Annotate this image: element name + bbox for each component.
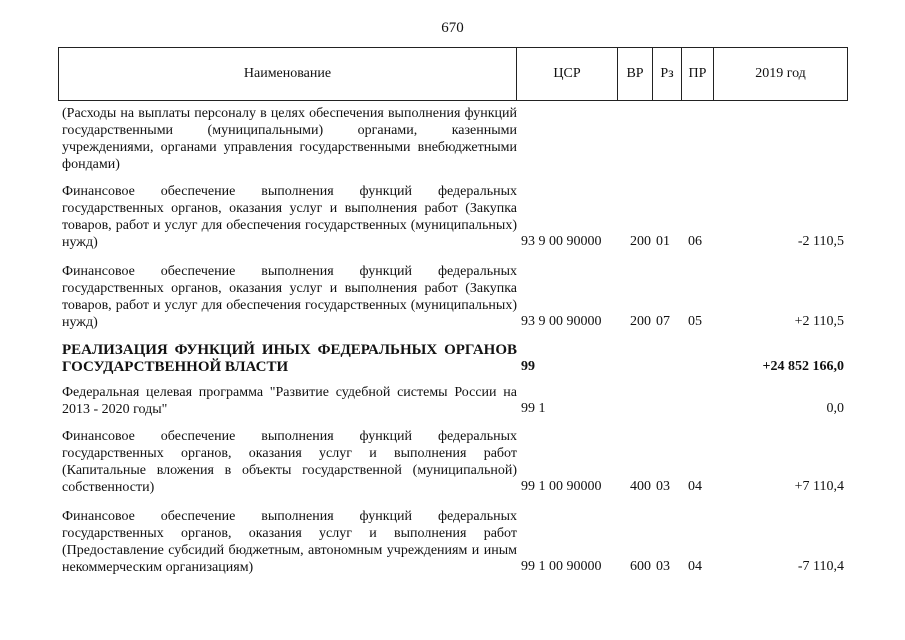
row-pr: 04 bbox=[688, 559, 702, 574]
row-name: Финансовое обеспечение выполнения функций федеральных государственных органов, оказания услуг и выполнения работ (Закупка товаров, работ и услуг для обеспечения государственных (муниципальных) нужд) bbox=[62, 264, 517, 330]
row-csr: 99 1 bbox=[521, 401, 546, 416]
header-vr: ВР bbox=[618, 48, 653, 100]
row-amount: +24 852 166,0 bbox=[762, 359, 844, 374]
row-pr: 04 bbox=[688, 479, 702, 494]
row-name: Финансовое обеспечение выполнения функций федеральных государственных органов, оказания услуг и выполнения работ (Закупка товаров, работ и услуг для обеспечения государственных (муниципальных) нужд) bbox=[62, 184, 517, 250]
row-amount: +7 110,4 bbox=[794, 479, 844, 494]
table-header bbox=[58, 47, 848, 101]
page-number: 670 bbox=[441, 20, 464, 36]
row-vr: 200 bbox=[630, 234, 651, 249]
row-vr: 600 bbox=[630, 559, 651, 574]
row-vr: 200 bbox=[630, 314, 651, 329]
row-pr: 05 bbox=[688, 314, 702, 329]
row-name: (Расходы на выплаты персоналу в целях обеспечения выполнения функций государственными (муниципальными) органами, казенными учреждениями, органами управления государственными внебюджетными фондами) bbox=[62, 106, 517, 172]
row-pr: 06 bbox=[688, 234, 702, 249]
row-name: Финансовое обеспечение выполнения функций федеральных государственных органов, оказания услуг и выполнения работ (Капитальные вложения в объекты государственной (муниципальной) собственности) bbox=[62, 429, 517, 495]
header-pr: ПР bbox=[682, 48, 714, 100]
row-vr: 400 bbox=[630, 479, 651, 494]
row-amount: 0,0 bbox=[826, 401, 844, 416]
row-csr: 99 1 00 90000 bbox=[521, 479, 602, 494]
row-name: РЕАЛИЗАЦИЯ ФУНКЦИЙ ИНЫХ ФЕДЕРАЛЬНЫХ ОРГАНОВ ГОСУДАРСТВЕННОЙ ВЛАСТИ bbox=[62, 342, 517, 375]
row-csr: 93 9 00 90000 bbox=[521, 234, 602, 249]
table-row bbox=[58, 183, 848, 253]
header-name: Наименование bbox=[58, 48, 517, 100]
row-rz: 07 bbox=[656, 314, 670, 329]
header-year: 2019 год bbox=[714, 48, 848, 100]
table-row bbox=[58, 428, 848, 498]
row-rz: 03 bbox=[656, 479, 670, 494]
row-amount: +2 110,5 bbox=[794, 314, 844, 329]
row-rz: 01 bbox=[656, 234, 670, 249]
row-name: Федеральная целевая программа "Развитие судебной системы России на 2013 - 2020 годы" bbox=[62, 385, 517, 417]
header-rz: Рз bbox=[653, 48, 682, 100]
row-name: Финансовое обеспечение выполнения функций федеральных государственных органов, оказания услуг и выполнения работ (Предоставление субсидий бюджетным, автономным учреждениям и иным некоммерческим организациям) bbox=[62, 509, 517, 575]
table-row bbox=[58, 384, 848, 420]
table-row bbox=[58, 508, 848, 578]
row-amount: -2 110,5 bbox=[797, 234, 844, 249]
table-row bbox=[58, 342, 848, 378]
header-csr: ЦСР bbox=[517, 48, 618, 100]
row-csr: 99 1 00 90000 bbox=[521, 559, 602, 574]
row-rz: 03 bbox=[656, 559, 670, 574]
row-amount: -7 110,4 bbox=[797, 559, 844, 574]
table-row bbox=[58, 105, 848, 177]
table-row bbox=[58, 263, 848, 333]
row-csr: 93 9 00 90000 bbox=[521, 314, 602, 329]
row-csr: 99 bbox=[521, 359, 535, 374]
